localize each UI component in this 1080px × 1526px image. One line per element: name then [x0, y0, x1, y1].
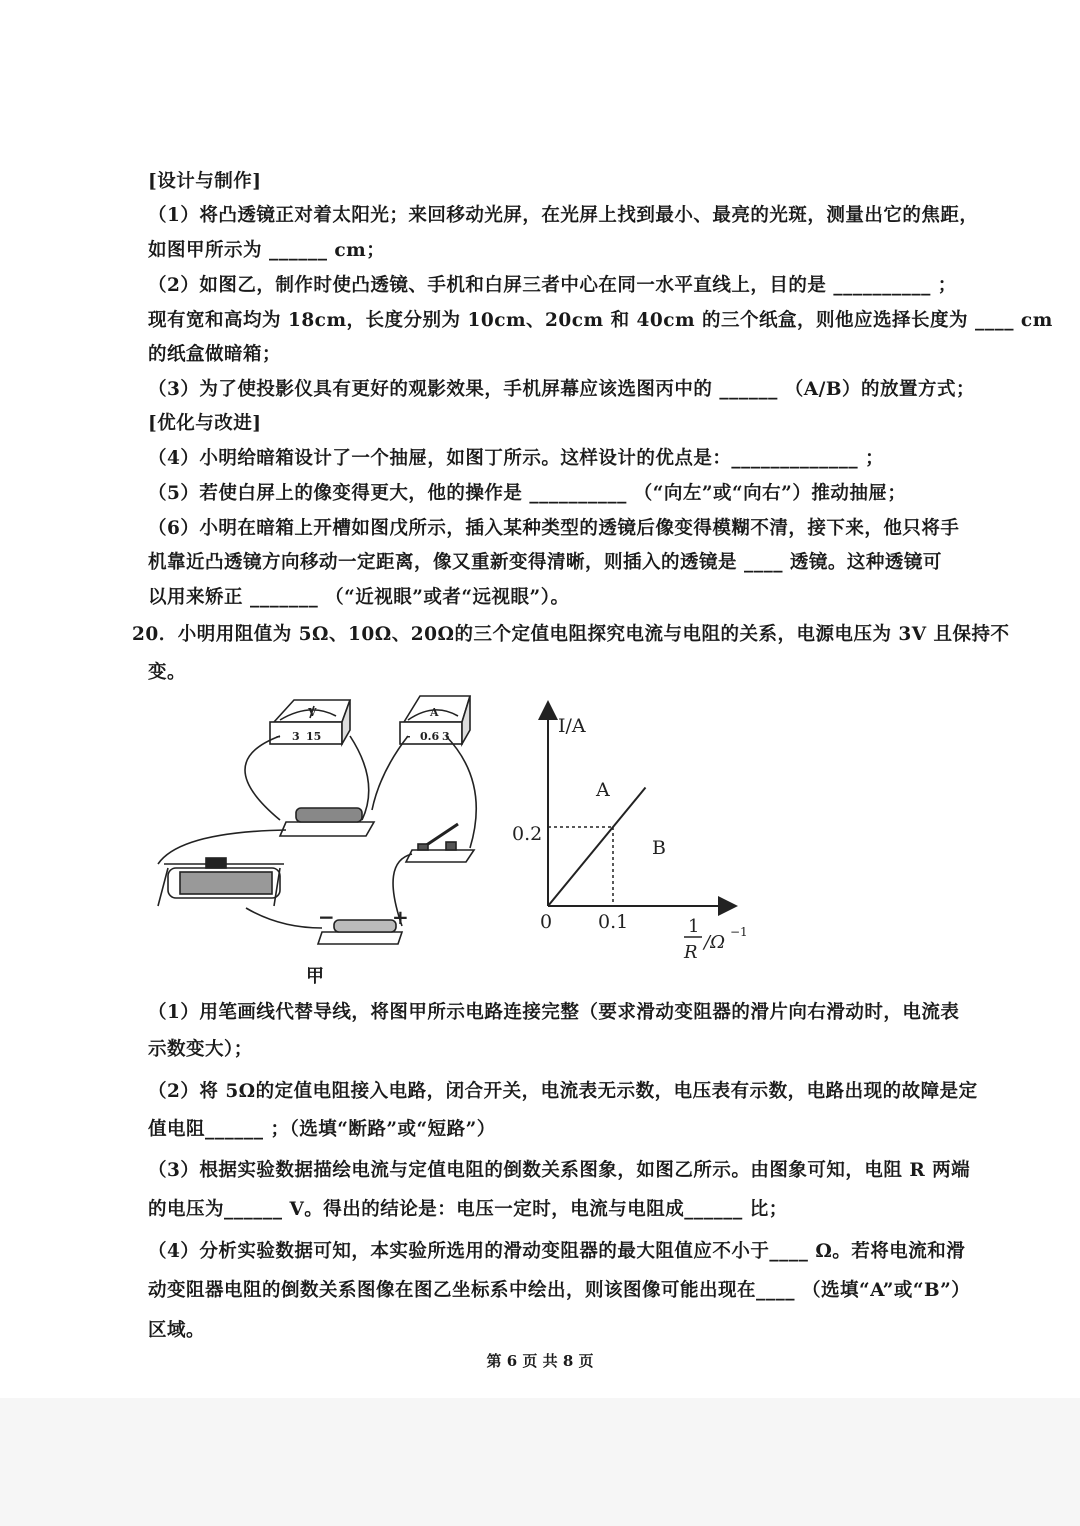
- question-line: （1）用笔画线代替导线，将图甲所示电路连接完整（要求滑动变阻器的滑片向右滑动时，电流表: [148, 1002, 960, 1023]
- question-line: 如图甲所示为 ______ cm；: [148, 240, 386, 261]
- question-line: 机靠近凸透镜方向移动一定距离，像又重新变得清晰，则插入的透镜是 ____ 透镜。这种透镜可: [148, 552, 942, 573]
- x-label-denominator: R: [684, 942, 698, 963]
- question-line: （3）为了使投影仪具有更好的观影效果，手机屏幕应该选图丙中的 ______ （A/B）的放置方式；: [148, 379, 976, 400]
- question-line: （2）如图乙，制作时使凸透镜、手机和白屏三者中心在同一水平直线上，目的是 __________ ；: [148, 275, 957, 296]
- x-label-exponent: −1: [730, 925, 748, 939]
- region-label-a: A: [596, 779, 610, 801]
- question-line: 的电压为______ V。得出的结论是：电压一定时，电流与电阻成______ 比；: [148, 1199, 788, 1220]
- question-line: 的纸盒做暗箱；: [148, 344, 282, 365]
- section-heading-optimize: [优化与改进]: [148, 413, 262, 434]
- question-20-stem: 变。: [148, 662, 187, 683]
- y-tick-label: 0.2: [512, 823, 543, 845]
- figure-caption-jia: 甲: [306, 966, 324, 987]
- section-heading-design: [设计与制作]: [148, 171, 262, 192]
- voltmeter-terminal: 15: [306, 730, 322, 743]
- circuit-diagram: [150, 692, 490, 962]
- question-line: 区域。: [148, 1320, 206, 1341]
- question-line: 以用来矫正 _______ （“近视眼”或者“远视眼”）。: [148, 587, 570, 608]
- question-line: （5）若使白屏上的像变得更大，他的操作是 __________ （“向左”或“向右”）推动抽屉；: [148, 483, 907, 504]
- x-label-numerator: 1: [688, 916, 700, 937]
- ammeter-terminal: -: [406, 730, 411, 743]
- question-line: （4）小明给暗箱设计了一个抽屉，如图丁所示。这样设计的优点是：_____________ ；: [148, 448, 885, 469]
- question-line: 现有宽和高均为 18cm，长度分别为 10cm、20cm 和 40cm 的三个纸盒，则他应选择长度为 ____ cm: [148, 310, 1053, 331]
- page-footer: 第 6 页 共 8 页: [486, 1352, 594, 1370]
- switch: [406, 824, 474, 862]
- data-line: [548, 788, 646, 907]
- question-line: （4）分析实验数据可知，本实验所选用的滑动变阻器的最大阻值应不小于____ Ω。若将电流和滑: [148, 1241, 966, 1262]
- battery-minus: −: [318, 905, 335, 929]
- origin-label: 0: [540, 911, 553, 933]
- fixed-resistor: [280, 808, 374, 836]
- question-line: （1）将凸透镜正对着太阳光；来回移动光屏，在光屏上找到最小、最亮的光斑，测量出它的焦距，: [148, 205, 979, 226]
- question-20-stem: 20．小明用阻值为 5Ω、10Ω、20Ω的三个定值电阻探究电流与电阻的关系，电源电压为 3V 且保持不: [132, 624, 1010, 645]
- ammeter-terminal: 0.6: [420, 730, 440, 743]
- scan-margin: [0, 1398, 1080, 1526]
- y-axis-label: I/A: [558, 715, 586, 737]
- battery-plus: +: [392, 905, 409, 929]
- x-label-unit: /Ω: [704, 932, 725, 953]
- sliding-rheostat: [158, 858, 284, 906]
- question-line: 示数变大）；: [148, 1039, 253, 1060]
- question-line: （6）小明在暗箱上开槽如图戊所示，插入某种类型的透镜后像变得模糊不清，接下来，他只将手: [148, 518, 960, 539]
- current-vs-inverse-resistance-graph: [500, 700, 760, 970]
- question-line: （2）将 5Ω的定值电阻接入电路，闭合开关，电流表无示数，电压表有示数，电路出现的故障是定: [148, 1081, 978, 1102]
- question-line: 值电阻______ ；（选填“断路”或“短路”）: [148, 1119, 496, 1140]
- ammeter-symbol: A: [430, 706, 439, 719]
- voltmeter-terminal: -: [276, 730, 281, 743]
- voltmeter-terminal: 3: [292, 730, 300, 743]
- ammeter-terminal: 3: [442, 730, 450, 743]
- region-label-b: B: [652, 837, 666, 859]
- question-line: （3）根据实验数据描绘电流与定值电阻的倒数关系图象，如图乙所示。由图象可知，电阻 R 两端: [148, 1160, 971, 1181]
- question-line: 动变阻器电阻的倒数关系图像在图乙坐标系中绘出，则该图像可能出现在____ （选填“A”或“B”）: [148, 1280, 971, 1301]
- x-tick-label: 0.1: [598, 911, 629, 933]
- voltmeter-symbol: V: [308, 706, 317, 719]
